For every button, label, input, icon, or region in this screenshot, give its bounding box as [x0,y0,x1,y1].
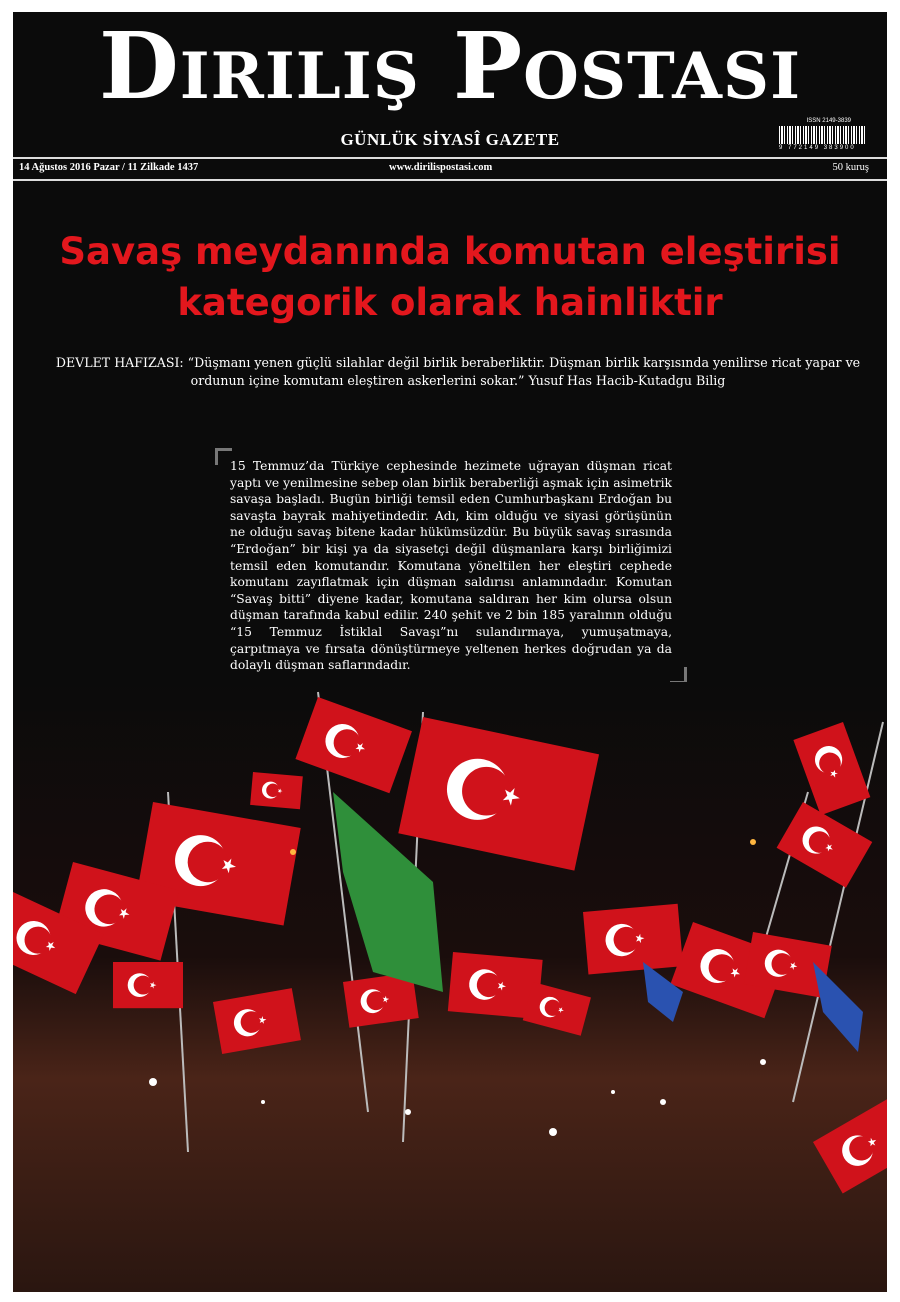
article-body: 15 Temmuz’da Türkiye cephesinde hezimete uğrayan düşman ricat yaptı ve yenilmesine sebep olan birlik beraberliği aşmak için asimetrik savaşa başladı. Bugün birliği temsil eden Cumhurbaşkanı Erdoğan bu savaşta bayrak mahiyetindedir. Adı, kim olduğu ve siyasi görüşünün ne olduğu savaş bitene kadar hükümsüzdür. Bu büyük savaş sırasında “Erdoğan” bir kişi ya da siyasetçi değil düşmanlara karşı birliğimizi temsil eden komutandır. Komutana yöneltilen her eleştiri cephede komutanı zayıflatmak için düşman saldırısı anlamındadır. Komutan “Savaş bitti” diyene kadar, komutana saldıran her kim olursa olsun düşman tarafında kabul edilir. 240 şehit ve 2 bin 185 yaralının olduğu “15 Temmuz İstiklal Savaşı”nı sulandırmaya, yumuşatmaya, çarpıtmaya ve fırsata dönüştürmeye yeltenen herkes doğrudan ya da dolaylı düşman saflarındadır. [230,459,672,673]
price: 50 kuruş [832,162,869,173]
dateline-bar [13,157,887,181]
front-page [13,12,887,1292]
barcode-bars [779,126,865,144]
article-body-box [215,448,687,684]
barcode-number: 9 772149 383900 [779,145,856,151]
masthead-logo: Diriliş Postası [98,12,802,120]
headline [13,226,887,328]
deck-quote: DEVLET HAFIZASI: “Düşmanı yenen güçlü silahlar değil birlik beraberliktir. Düşman birlik karşısında yenilirse ricat yapar ve ordunun içine komutanı eleştiren askerlerini sokar.” Yusuf Has Hacib-Kutadgu Bilig [55,355,861,388]
website-link[interactable]: www.dirilispostasi.com [389,162,493,173]
headline-line-2: kategorik olarak hainliktir [177,281,723,324]
headline-line-1: Savaş meydanında komutan eleştirisi [59,230,841,273]
crowd-flags-photo [13,682,887,1292]
issn: ISSN 2149-3839 [806,118,851,124]
issue-date: 14 Ağustos 2016 Pazar / 11 Zilkade 1437 [19,162,199,173]
masthead-subtitle: GÜNLÜK SİYASÎ GAZETE [340,130,560,149]
